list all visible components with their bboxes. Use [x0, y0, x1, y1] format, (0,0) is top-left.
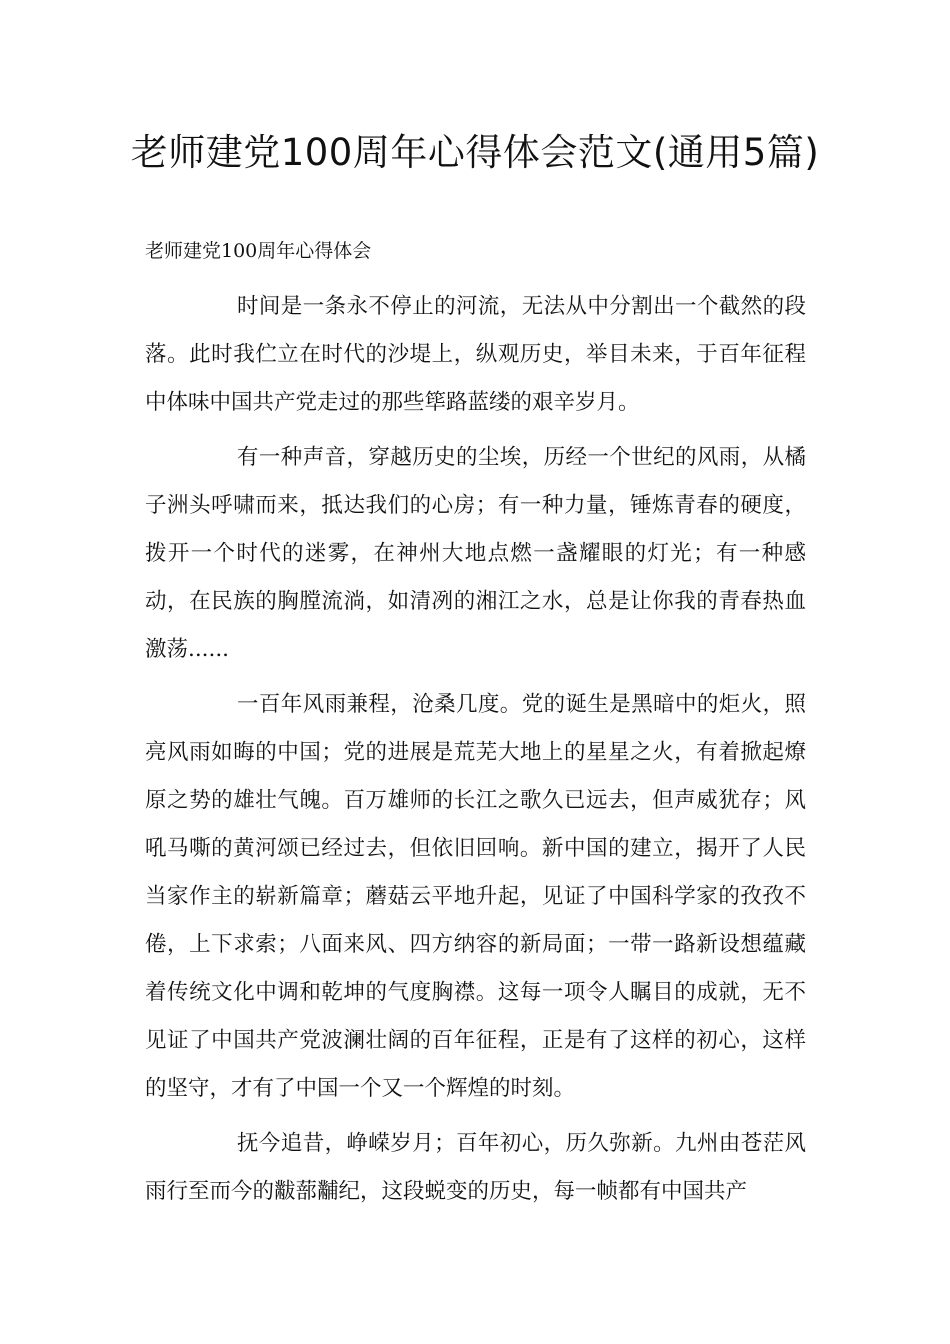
paragraph-3: 一百年风雨兼程，沧桑几度。党的诞生是黑暗中的炬火，照亮风雨如晦的中国；党的进展是荒芜大地上的星星之火，有着掀起燎原之势的雄壮气魄。百万雄师的长江之歌久已远去，但声威犹存；风吼马嘶的黄河颂已经过去，但依旧回响。新中国的建立，揭开了人民当家作主的崭新篇章；蘑菇云平地升起，见证了中国科学家的孜孜不倦，上下求索；八面来风、四方纳容的新局面；一带一路新设想蕴藏着传统文化中调和乾坤的气度胸襟。这每一项令人瞩目的成就，无不见证了中国共产党波澜壮阔的百年征程，正是有了这样的初心，这样的坚守，才有了中国一个又一个辉煌的时刻。: [145, 692, 806, 1101]
document-title: 老师建党100周年心得体会范文(通用5篇): [130, 131, 820, 174]
document-body: [145, 283, 806, 1223]
paragraph-4: 抚今追昔，峥嵘岁月；百年初心，历久弥新。九州由苍茫风雨行至而今的黻蔀黼纪，这段蜕变的历史，每一帧都有中国共产: [145, 1131, 806, 1204]
paragraph-2: 有一种声音，穿越历史的尘埃，历经一个世纪的风雨，从橘子洲头呼啸而来，抵达我们的心房；有一种力量，锤炼青春的硬度，拨开一个时代的迷雾，在神州大地点燃一盏耀眼的灯光；有一种感动，在民族的胸膛流淌，如清冽的湘江之水，总是让你我的青春热血激荡......: [145, 445, 806, 662]
paragraph-1: 时间是一条永不停止的河流，无法从中分割出一个截然的段落。此时我伫立在时代的沙堤上，纵观历史，举目未来，于百年征程中体味中国共产党走过的那些筚路蓝缕的艰辛岁月。: [145, 294, 806, 415]
section-subtitle: 老师建党100周年心得体会: [145, 240, 372, 262]
